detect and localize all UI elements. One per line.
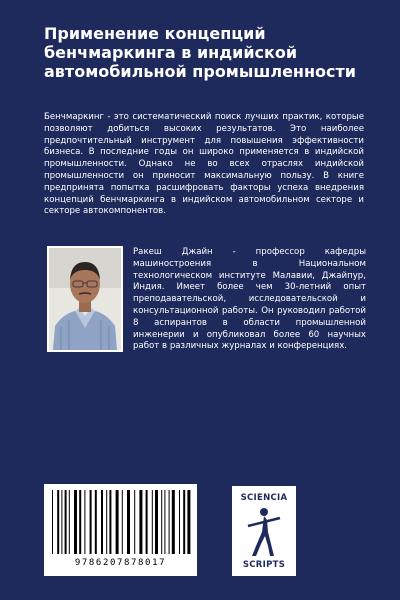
barcode-bar bbox=[161, 490, 162, 554]
barcode-bar bbox=[169, 490, 170, 554]
isbn-barcode bbox=[44, 484, 197, 576]
barcode-bar bbox=[109, 490, 111, 554]
barcode-bar bbox=[152, 490, 153, 554]
barcode-bar bbox=[134, 490, 135, 554]
barcode-bar bbox=[179, 490, 180, 554]
walking-scientist-icon bbox=[246, 506, 282, 558]
book-description: Бенчмаркинг - это систематический поиск лучших практик, которые позволяют добиться высоких результатов. Это наиболее предпочтительный инструмент для повышения эффективности бизнеса. В последние годы он широко применяется в индийской промышленности. Однако не во всех отраслях индийской промышленности он приносит максимальную пользу. В книге предпринята попытка расшифровать факторы успеха внедрения концепций бенчмаркинга в индийском автомобильном секторе и секторе автокомпонентов. bbox=[44, 112, 364, 217]
book-title: Применение концепций бенчмаркинга в индийской автомобильной промышленности bbox=[44, 24, 356, 81]
publisher-logo bbox=[232, 486, 296, 576]
barcode-icon bbox=[50, 490, 191, 556]
barcode-bar bbox=[155, 490, 158, 554]
barcode-bar bbox=[106, 490, 107, 554]
barcode-bar bbox=[139, 490, 142, 554]
barcode-bar bbox=[127, 490, 130, 554]
author-photo bbox=[47, 246, 123, 352]
barcode-bar bbox=[187, 490, 190, 554]
isbn-number: 9786207878017 bbox=[74, 558, 167, 568]
barcode-bar bbox=[90, 490, 92, 554]
barcode-bar bbox=[69, 490, 70, 554]
barcode-bar bbox=[122, 490, 123, 554]
publisher-logo-top: SCIENCIA bbox=[240, 493, 288, 503]
barcode-bar bbox=[79, 490, 81, 554]
barcode-bar bbox=[101, 490, 103, 554]
barcode-bar bbox=[61, 490, 62, 554]
barcode-bar bbox=[146, 490, 148, 554]
barcode-bar bbox=[116, 490, 119, 554]
publisher-logo-bottom: SCRIPTS bbox=[242, 560, 286, 570]
author-portrait-icon bbox=[49, 248, 121, 350]
barcode-bar bbox=[164, 490, 165, 554]
barcode-bar bbox=[172, 490, 175, 554]
barcode-bar bbox=[57, 490, 59, 554]
barcode-bar bbox=[95, 490, 97, 554]
barcode-bar bbox=[74, 490, 77, 554]
barcode-bar bbox=[183, 490, 185, 554]
barcode-bar bbox=[65, 490, 67, 554]
barcode-bar bbox=[84, 490, 85, 554]
barcode-bar bbox=[52, 490, 53, 554]
author-bio: Ракеш Джайн - профессор кафедры машиностроения в Национальном технологическом институте Малавии, Джайпур, Индия. Имеет более чем 30-летний опыт преподавательской, исследовательской и консультационной работы. Он руководил работой 8 аспирантов в области промышленной инженерии и опубликовал более 60 научных работ в различных журналах и конференциях. bbox=[133, 247, 366, 352]
